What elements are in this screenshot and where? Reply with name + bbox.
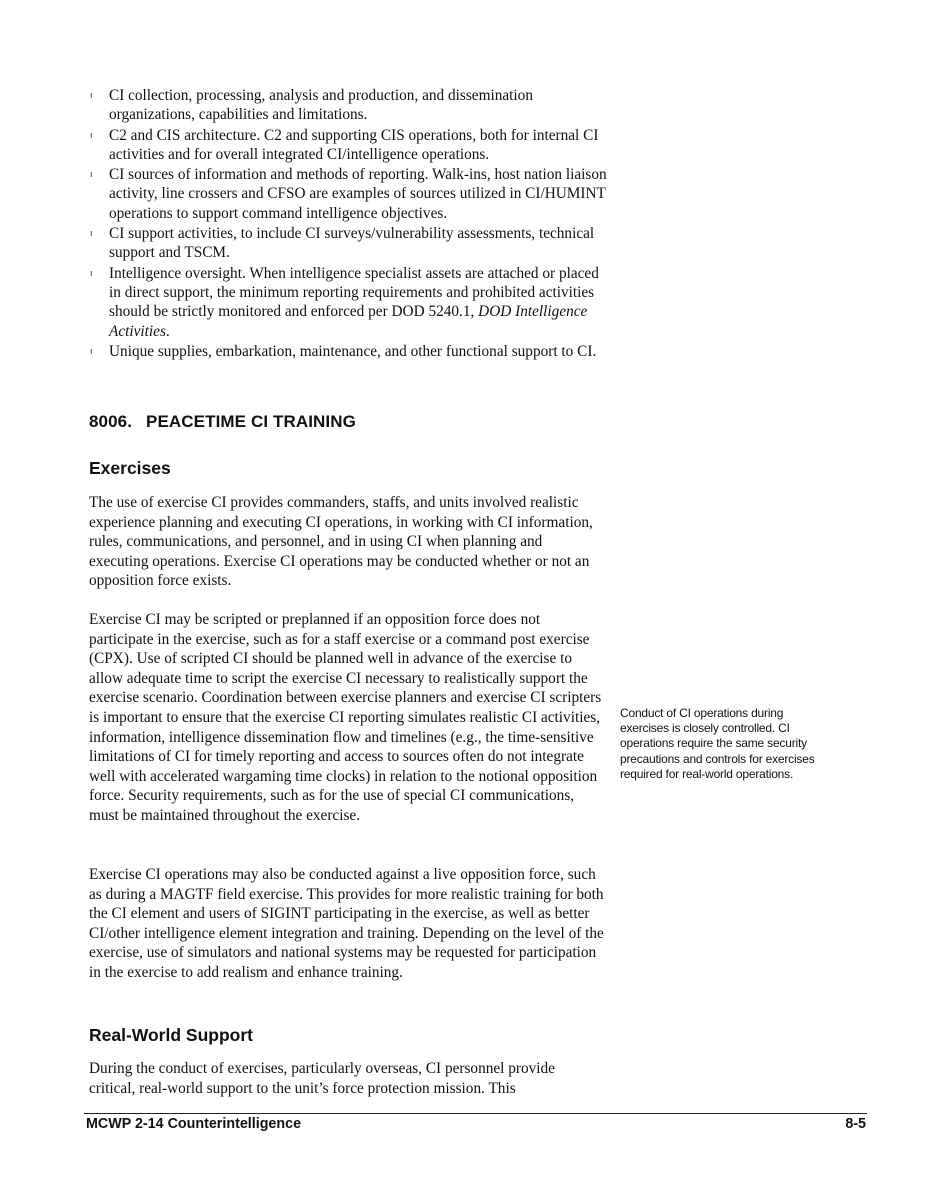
exercises-paragraph-3: Exercise CI operations may also be conducted against a live opposition force, such as during a MAGTF field exercise. This provides for more realistic training for both the CI element and users of SIGINT participating in the exercise, as well as better CI/other intelligence element integration and training. Depending on the level of the exercise, use of simulators and national systems may be requested for participation in the exercise to add realism and enhance training. <box>89 866 604 981</box>
bullet-text-end: . <box>165 322 170 340</box>
list-item <box>88 264 608 341</box>
real-world-paragraph-1: During the conduct of exercises, particularly overseas, CI personnel provide critical, real-world support to the unit’s force protection mission. This <box>89 1060 555 1097</box>
bullet-text: Intelligence oversight. When intelligence specialist assets are attached or placed in direct support, the minimum reporting requirements and prohibited activities should be strictly monitored and enforced per DOD 5240.1, <box>109 264 599 321</box>
bullet-icon: ı <box>90 130 93 141</box>
footer-publication: MCWP 2-14 Counterintelligence <box>86 1116 302 1132</box>
bullet-icon: ı <box>90 170 93 181</box>
list-item <box>88 224 608 263</box>
list-item <box>88 86 608 125</box>
page-number: 8-5 <box>845 1116 866 1132</box>
margin-note: Conduct of CI operations during exercises is closely controlled. CI operations require the same security precautions and controls for exercises required for real-world operations. <box>620 706 815 781</box>
bullet-icon: ı <box>90 229 93 240</box>
bullet-text: C2 and CIS architecture. C2 and supporting CIS operations, both for internal CI activities and for overall integrated CI/intelligence operations. <box>109 126 599 163</box>
bullet-text: CI support activities, to include CI surveys/vulnerability assessments, technical support and TSCM. <box>109 225 595 262</box>
publication-title: DOD Intelligence Activities <box>109 303 588 340</box>
bullet-text: Unique supplies, embarkation, maintenance, and other functional support to CI. <box>109 342 597 360</box>
bullet-icon: ı <box>90 268 93 279</box>
section-heading <box>89 412 356 432</box>
list-item <box>88 126 608 165</box>
bullet-icon: ı <box>90 346 93 357</box>
section-number: 8006. <box>89 412 133 431</box>
bullet-icon: ı <box>90 91 93 101</box>
real-world-heading: Real-World Support <box>89 1025 253 1045</box>
bullet-text: CI collection, processing, analysis and production, and dissemination organizations, capabilities and limitations. <box>109 87 533 124</box>
bullet-text: CI sources of information and methods of reporting. Walk-ins, host nation liaison activity, line crossers and CFSO are examples of sources utilized in CI/HUMINT operations to support command intelligence objectives. <box>109 166 607 222</box>
exercises-heading: Exercises <box>89 458 171 478</box>
list-item <box>88 342 608 361</box>
exercises-paragraph-2: Exercise CI may be scripted or preplanned if an opposition force does not participate in the exercise, such as for a staff exercise or a command post exercise (CPX). Use of scripted CI should be planned well in advance of the exercise to allow adequate time to script the exercise CI necessary to realistically support the exercise scenario. Coordination between exercise planners and exercise CI scripters is important to ensure that the exercise CI reporting simulates realistic CI activities, information, intelligence dissemination flow and timelines (e.g., the time-sensitive limitations of CI for timely reporting and access to sources often do not integrate well with accelerated wargaming time clocks) in relation to the notional opposition force. Security requirements, such as for the use of special CI communications, must be maintained throughout the exercise. <box>89 611 602 824</box>
footer-divider <box>84 1113 867 1114</box>
bullet-list <box>88 86 608 362</box>
section-title: PEACETIME CI TRAINING <box>146 412 356 431</box>
list-item <box>88 165 608 223</box>
exercises-paragraph-1: The use of exercise CI provides commanders, staffs, and units involved realistic experience planning and executing CI operations, in working with CI information, rules, communications, and personnel, and in using CI when planning and executing operations. Exercise CI operations may be conducted whether or not an opposition force exists. <box>89 494 593 590</box>
